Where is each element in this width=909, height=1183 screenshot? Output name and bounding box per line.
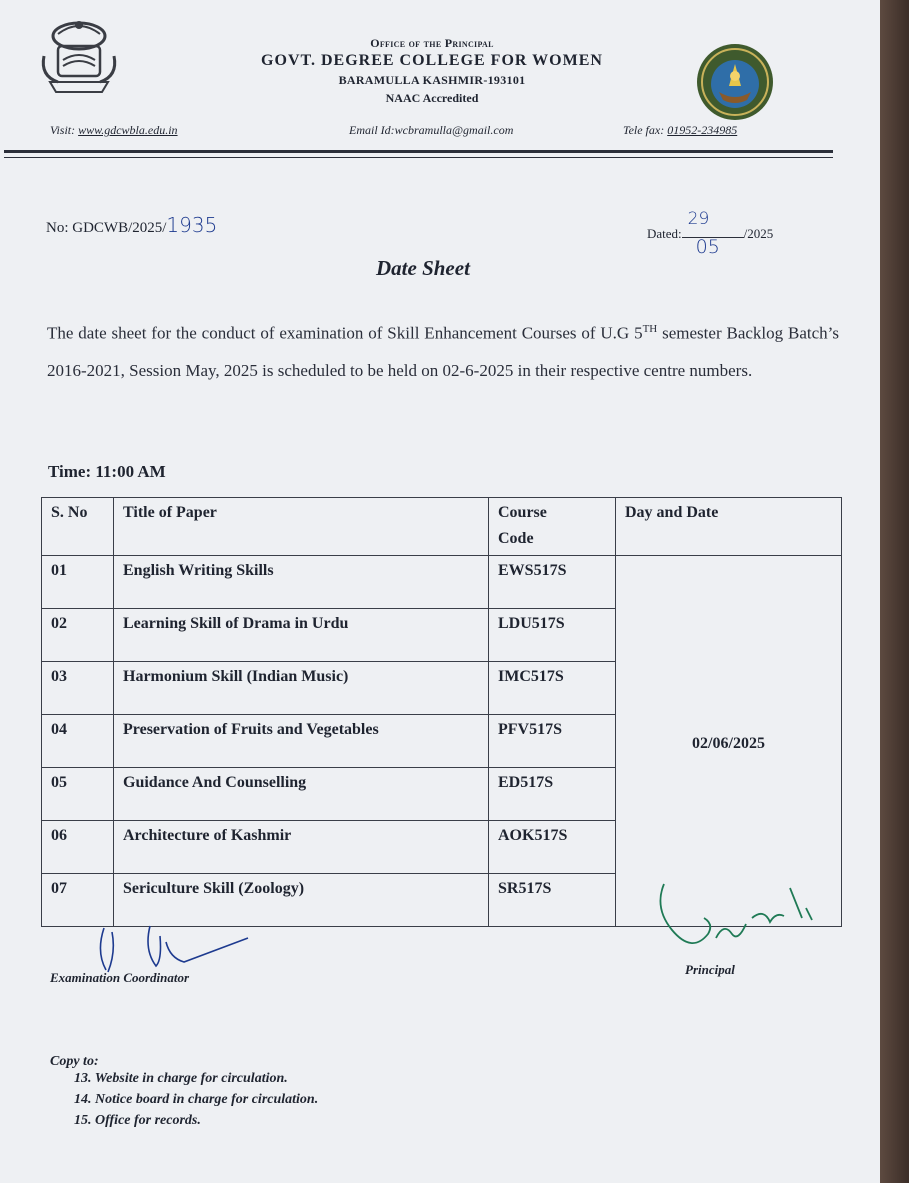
email-line: Email Id:wcbramulla@gmail.com [349, 123, 514, 137]
row-code: AOK517S [489, 821, 616, 874]
row-sno: 07 [42, 874, 114, 927]
row-title: Learning Skill of Drama in Urdu [114, 609, 489, 662]
header-date: Day and Date [616, 498, 842, 556]
header-rule-thin [4, 157, 833, 158]
row-code: ED517S [489, 768, 616, 821]
principal-title: Principal [685, 962, 735, 977]
office-line: Office of the Principal [370, 36, 494, 50]
telefax-label: Tele fax: [623, 123, 665, 137]
body-text-end: semester Backlog Batch’s 2016-2021, Session May, 2025 is scheduled to be held on 02-6-2025 in their respective centre numbers. [47, 323, 839, 380]
body-text-start: The date sheet for the conduct of examination of Skill Enhancement Courses of U.G 5 [47, 323, 643, 343]
dated-blank [682, 209, 744, 258]
table-row [42, 556, 842, 609]
body-paragraph [47, 311, 839, 389]
row-sno: 06 [42, 821, 114, 874]
table-header-row [42, 498, 842, 556]
document-title: Date Sheet [376, 256, 470, 280]
visit-label: Visit: [50, 123, 76, 137]
date-sheet-table [41, 497, 842, 927]
reference-prefix: No: GDCWB/2025/ [46, 220, 167, 236]
row-title: Preservation of Fruits and Vegetables [114, 715, 489, 768]
row-title: Architecture of Kashmir [114, 821, 489, 874]
dated-month-handwritten: 05 [695, 236, 720, 258]
dated-year: /2025 [743, 226, 774, 241]
header-code-text: Course Code [498, 504, 547, 547]
header-title: Title of Paper [114, 498, 489, 556]
row-sno: 05 [42, 768, 114, 821]
row-title: Harmonium Skill (Indian Music) [114, 662, 489, 715]
row-code: SR517S [489, 874, 616, 927]
copy-to-item: 14. Notice board in charge for circulation. [74, 1092, 319, 1107]
row-sno: 03 [42, 662, 114, 715]
college-name: GOVT. DEGREE COLLEGE FOR WOMEN [261, 52, 603, 69]
row-sno: 04 [42, 715, 114, 768]
row-sno: 02 [42, 609, 114, 662]
header-sno: S. No [42, 498, 114, 556]
row-code: LDU517S [489, 609, 616, 662]
header-code [489, 498, 616, 556]
dated-label: Dated: [647, 226, 682, 241]
row-title: Guidance And Counselling [114, 768, 489, 821]
copy-to-label: Copy to: [50, 1054, 99, 1069]
coordinator-title: Examination Coordinator [50, 970, 190, 985]
exam-date-cell: 02/06/2025 [616, 556, 842, 927]
copy-to-item: 15. Office for records. [74, 1113, 201, 1128]
accreditation: NAAC Accredited [385, 91, 479, 105]
copy-to-item: 13. Website in charge for circulation. [74, 1071, 288, 1086]
header-rule-thick [4, 150, 833, 153]
website-link[interactable]: www.gdcwbla.edu.in [78, 123, 178, 137]
principal-signature [652, 878, 822, 962]
dated-day-handwritten: 29 [687, 209, 710, 229]
row-code: IMC517S [489, 662, 616, 715]
row-sno: 01 [42, 556, 114, 609]
body-superscript: TH [642, 323, 658, 335]
row-code: EWS517S [489, 556, 616, 609]
website-line [50, 123, 178, 138]
telefax-line [623, 123, 737, 138]
row-title: English Writing Skills [114, 556, 489, 609]
college-address: BARAMULLA KASHMIR-193101 [338, 73, 526, 87]
reference-number [46, 213, 217, 237]
background-edge [880, 0, 909, 1183]
telefax-number: 01952-234985 [667, 123, 738, 137]
row-code: PFV517S [489, 715, 616, 768]
dated-line [647, 209, 774, 258]
row-title: Sericulture Skill (Zoology) [114, 874, 489, 927]
reference-handwritten: 1935 [166, 213, 218, 237]
exam-time: Time: 11:00 AM [48, 462, 166, 481]
